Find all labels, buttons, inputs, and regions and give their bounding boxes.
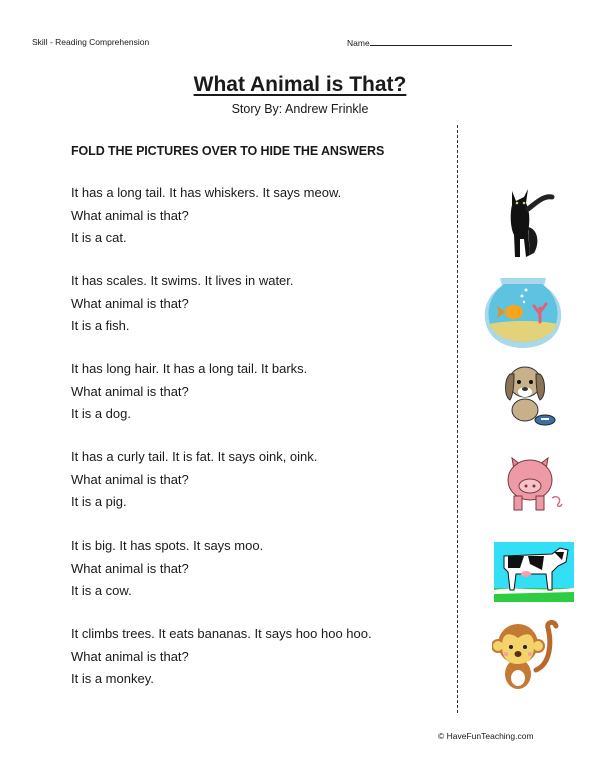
question: What animal is that? xyxy=(71,560,189,576)
answer: It is a cat. xyxy=(71,230,127,245)
pig-icon xyxy=(500,448,570,516)
clue: It has a curly tail. It is fat. It says oink, oink. xyxy=(71,449,318,464)
dog-icon xyxy=(502,360,558,428)
question: What animal is that? xyxy=(71,471,189,487)
answer: It is a cow. xyxy=(71,583,132,598)
clue: It is big. It has spots. It says moo. xyxy=(71,538,264,553)
answer: It is a pig. xyxy=(71,494,127,509)
fold-line xyxy=(457,125,458,713)
answer: It is a dog. xyxy=(71,406,131,421)
skill-label: Skill - Reading Comprehension xyxy=(32,37,150,47)
page-title xyxy=(0,73,600,97)
clue: It climbs trees. It eats bananas. It says hoo hoo hoo. xyxy=(71,626,372,641)
question: What animal is that? xyxy=(71,207,189,223)
question-block-dog xyxy=(71,358,307,426)
clue: It has long hair. It has a long tail. It barks. xyxy=(71,361,308,376)
answer: It is a fish. xyxy=(71,318,130,333)
answer: It is a monkey. xyxy=(71,671,154,686)
question: What animal is that? xyxy=(71,383,189,399)
question-block-fish xyxy=(71,270,294,338)
question: What animal is that? xyxy=(71,648,189,664)
name-line xyxy=(370,37,512,46)
byline: Story By: Andrew Frinkle xyxy=(231,102,369,116)
monkey-icon xyxy=(492,614,562,694)
clue: It has a long tail. It has whiskers. It says meow. xyxy=(71,185,342,200)
question-block-pig xyxy=(71,446,317,514)
question-block-cow xyxy=(71,535,263,603)
name-label: Name xyxy=(347,38,370,48)
question-block-monkey xyxy=(71,623,372,691)
cow-icon xyxy=(494,542,574,602)
clue: It has scales. It swims. It lives in water. xyxy=(71,273,294,288)
question: What animal is that? xyxy=(71,295,189,311)
name-field[interactable] xyxy=(347,37,512,48)
instructions: FOLD THE PICTURES OVER TO HIDE THE ANSWERS xyxy=(71,144,385,158)
page-title-text: What Animal is That? xyxy=(193,73,407,96)
fishbowl-icon xyxy=(482,274,564,350)
question-block-cat xyxy=(71,182,341,250)
cat-icon xyxy=(500,183,560,263)
copyright-footer: © HaveFunTeaching.com xyxy=(438,731,534,741)
